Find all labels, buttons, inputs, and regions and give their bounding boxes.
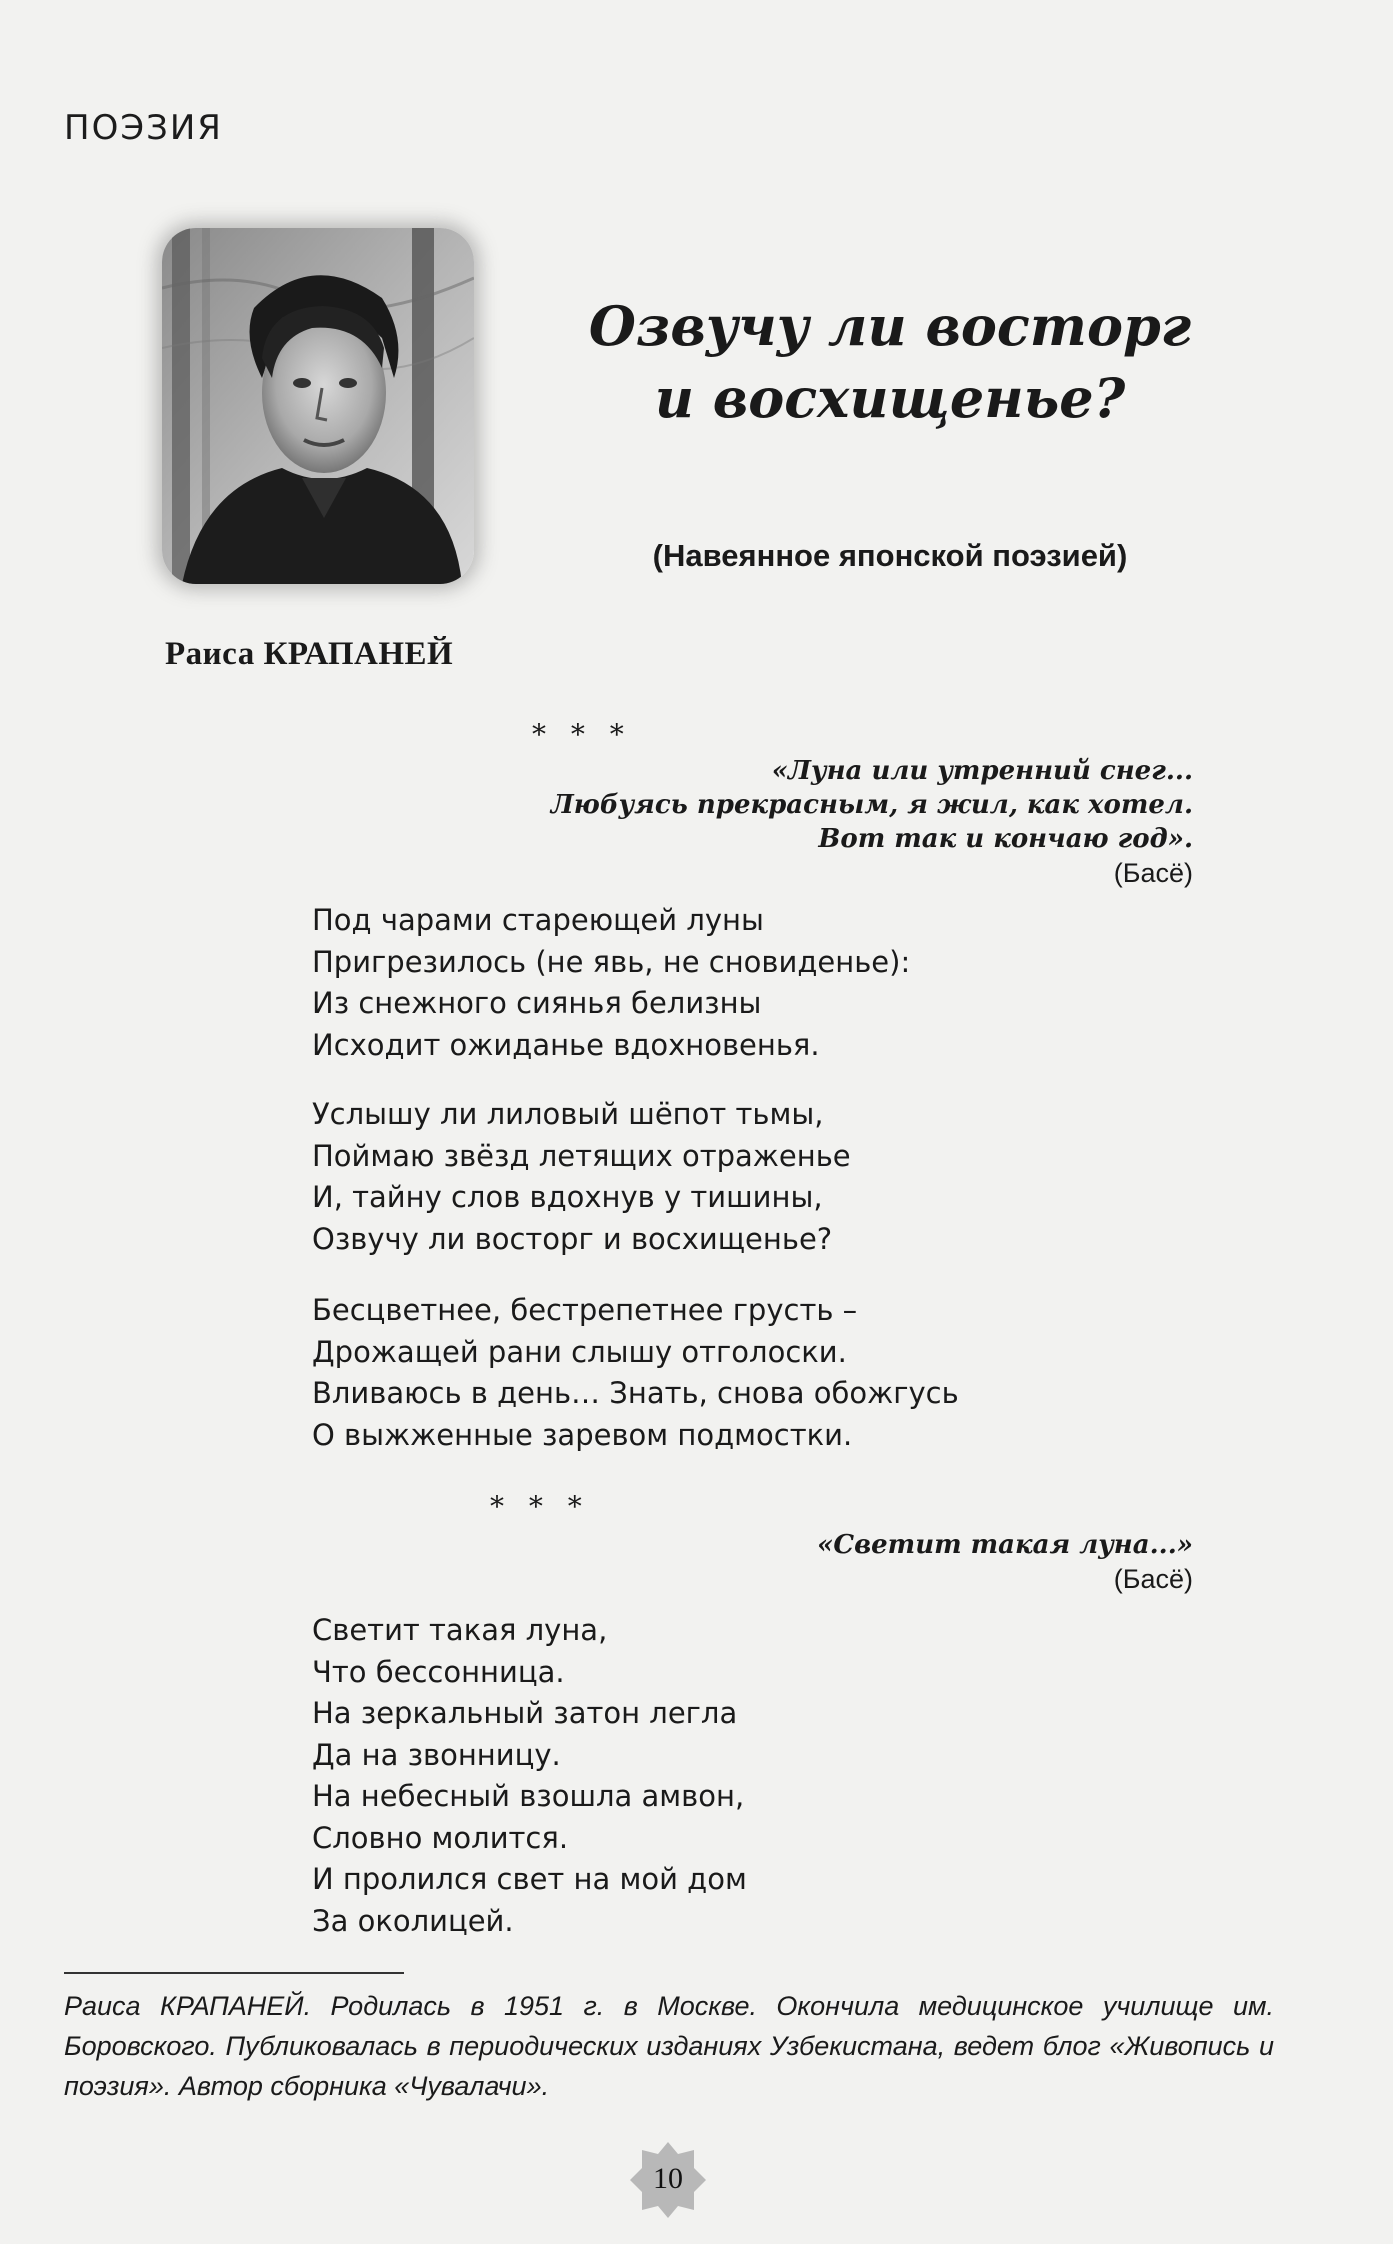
verse-line: О выжженные заревом подмостки. [312, 1417, 853, 1452]
epigraph-2-source: (Басё) [1113, 1564, 1193, 1594]
verse-line: Словно молится. [312, 1820, 569, 1855]
verse-line: И пролился свет на мой дом [312, 1862, 747, 1896]
stanza-2 [312, 1094, 851, 1260]
poem-subtitle: (Навеянное японской поэзией) [652, 538, 1128, 573]
author-name: Раиса КРАПАНЕЙ [165, 636, 454, 672]
epigraph-1-line: Любуясь прекрасным, я жил, как хотел. [550, 790, 1193, 820]
verse-line: Дрожащей рани слышу отголоски. [312, 1334, 847, 1369]
poem-title-line-1: Озвучу ли восторг [588, 294, 1192, 358]
author-portrait-image [162, 228, 474, 584]
author-bio-footnote: Раиса КРАПАНЕЙ. Родилась в 1951 г. в Москве. Окончила медицинское училище им. Боровского. Публиковалась в периодических изданиях Узбекистана, ведет блог «Живопись и поэзия». Автор сборника «Чувалачи». [64, 1991, 1274, 2101]
verse-line: Исходит ожиданье вдохновенья. [312, 1027, 820, 1062]
epigraph-1-line: Вот так и кончаю год». [818, 824, 1193, 854]
epigraph-1-line: «Луна или утренний снег... [771, 756, 1193, 786]
stanza-1 [312, 900, 910, 1066]
verse-line: Бесцветнее, бестрепетнее грусть – [312, 1293, 858, 1327]
footnote-divider [64, 1972, 404, 1974]
verse-line: Из снежного сиянья белизны [312, 986, 762, 1020]
author-photo [162, 228, 474, 584]
poem-title-line-2: и восхищенье? [654, 366, 1126, 430]
verse-line: Услышу ли лиловый шёпот тьмы, [312, 1097, 824, 1131]
epigraph-2 [817, 1528, 1193, 1596]
page-number: 10 [653, 2162, 683, 2195]
stanza-4 [312, 1610, 747, 1942]
section-label: ПОЭЗИЯ [64, 108, 223, 148]
verse-line: Светит такая луна, [312, 1613, 608, 1647]
verse-line: И, тайну слов вдохнув у тишины, [312, 1180, 823, 1214]
verse-line: На небесный взошла амвон, [312, 1779, 745, 1813]
verse-line: Да на звонницу. [312, 1737, 561, 1772]
verse-line: Под чарами стареющей луны [312, 903, 764, 937]
poem-title [540, 290, 1240, 434]
page-number-badge [628, 2140, 708, 2220]
stanza-3 [312, 1290, 959, 1456]
epigraph-1 [551, 754, 1193, 890]
verse-line: Что бессонница. [312, 1654, 565, 1689]
verse-line: Поймаю звёзд летящих отраженье [312, 1138, 851, 1173]
verse-line: Пригрезилось (не явь, не сновиденье): [312, 944, 911, 979]
epigraph-1-source: (Басё) [1113, 858, 1193, 888]
section-divider-stars-2: * * * [490, 1490, 590, 1523]
verse-line: За околицей. [312, 1903, 514, 1938]
section-divider-stars-1: * * * [532, 718, 632, 751]
verse-line: Вливаюсь в день… Знать, снова обожгусь [312, 1376, 959, 1410]
verse-line: На зеркальный затон легла [312, 1696, 738, 1730]
verse-line: Озвучу ли восторг и восхищенье? [312, 1221, 833, 1256]
epigraph-2-line: «Светит такая луна...» [817, 1530, 1193, 1560]
